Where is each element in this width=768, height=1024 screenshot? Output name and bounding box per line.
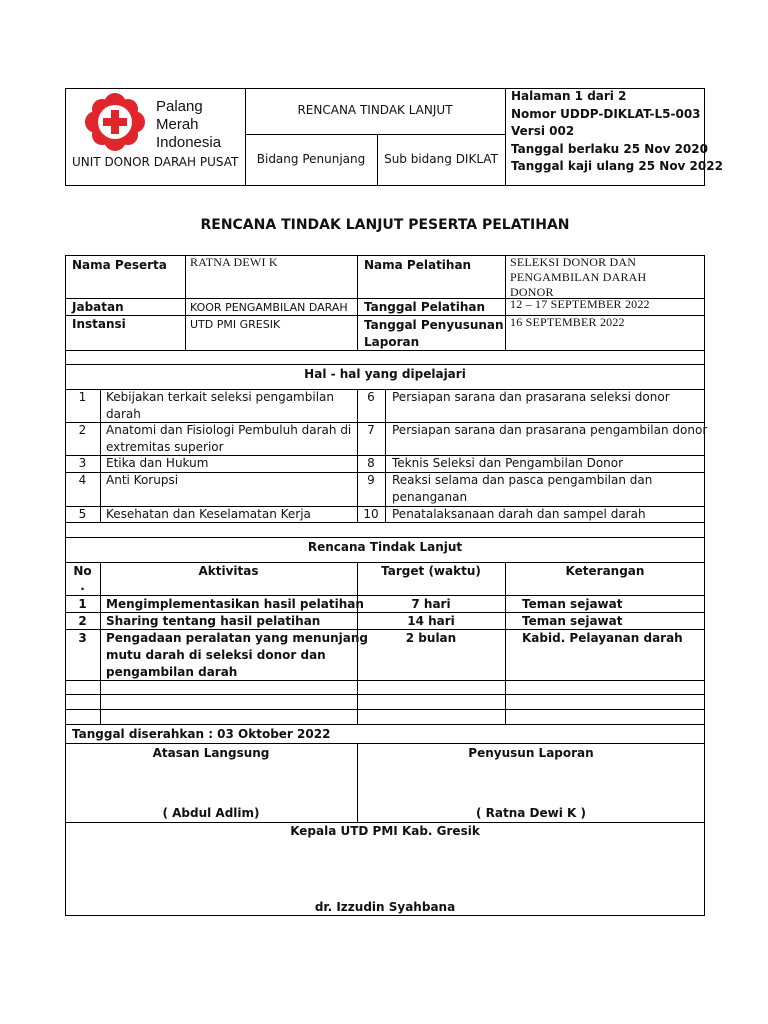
learned-item: Penatalaksanaan darah dan sampel darah (392, 507, 646, 521)
tanggal-penyusunan-value: 16 SEPTEMBER 2022 (510, 315, 625, 329)
plan-row-no: 1 (78, 597, 87, 611)
learned-no: 4 (78, 473, 87, 487)
plan-row-target: 14 hari (407, 614, 455, 628)
plan-col-no (65, 564, 100, 594)
meta-line: Versi 002 (511, 124, 575, 139)
jabatan-value: KOOR PENGAMBILAN DARAH (190, 301, 348, 314)
learned-no: 1 (78, 390, 87, 404)
instansi-label: Instansi (72, 317, 126, 331)
text-line: Reaksi selama dan pasca pengambilan dan (392, 473, 653, 487)
text-line: extremitas superior (106, 439, 224, 454)
logo-text-line: Indonesia (156, 134, 222, 151)
tanggal-pelatihan-label: Tanggal Pelatihan (364, 300, 486, 314)
text-line: PENGAMBILAN DARAH (510, 270, 647, 284)
learned-heading: Hal - hal yang dipelajari (304, 367, 466, 381)
plan-row-no: 3 (78, 631, 87, 645)
meta-line: Halaman 1 dari 2 (511, 89, 627, 103)
text-line: Tanggal Penyusunan (364, 318, 504, 332)
meta-line: Tanggal berlaku 25 Nov 2020 (511, 141, 708, 156)
text-line: penanganan (392, 489, 468, 504)
plan-row-target: 7 hari (411, 597, 451, 611)
plan-row-no: 2 (78, 614, 87, 628)
plan-col-keterangan: Keterangan (565, 564, 645, 578)
learned-no: 10 (363, 507, 379, 521)
plan-col-aktivitas: Aktivitas (198, 564, 259, 578)
plan-row-aktivitas: Sharing tentang hasil pelatihan (106, 614, 321, 628)
text-line: Kebijakan terkait seleksi pengambilan (106, 390, 334, 404)
logo-text-line: Palang (156, 98, 203, 115)
learned-no: 7 (367, 423, 375, 437)
learned-item (106, 389, 334, 422)
text-line: Pengadaan peralatan yang menunjang (106, 631, 369, 645)
nama-pelatihan-value (510, 255, 646, 300)
text-line: SELEKSI DONOR DAN (510, 255, 637, 269)
red-cross-icon (84, 92, 146, 152)
atasan-name: ( Abdul Adlim) (162, 806, 260, 820)
learned-item: Persiapan sarana dan prasarana seleksi donor (392, 390, 670, 404)
learned-item (392, 472, 652, 505)
plan-row-target: 2 bulan (405, 631, 457, 645)
learned-item: Persiapan sarana dan prasarana pengambilan donor (392, 423, 708, 437)
nama-pelatihan-label: Nama Pelatihan (364, 258, 472, 272)
plan-row-keterangan: Kabid. Pelayanan darah (522, 631, 683, 645)
document-meta (511, 88, 723, 176)
learned-no: 5 (78, 507, 87, 521)
meta-line: Tanggal kaji ulang 25 Nov 2022 (511, 159, 723, 174)
plan-heading: Rencana Tindak Lanjut (307, 540, 463, 554)
learned-no: 6 (367, 390, 375, 404)
tanggal-pelatihan-value: 12 – 17 SEPTEMBER 2022 (510, 297, 650, 311)
jabatan-label: Jabatan (72, 300, 124, 314)
doc-title: RENCANA TINDAK LANJUT (297, 103, 453, 117)
plan-row-keterangan: Teman sejawat (522, 597, 623, 611)
text-line: mutu darah di seleksi donor dan (106, 648, 326, 662)
atasan-label: Atasan Langsung (152, 746, 270, 760)
tanggal-penyusunan-label (364, 317, 504, 351)
kepala-label: Kepala UTD PMI Kab. Gresik (290, 824, 480, 838)
plan-row-aktivitas: Mengimplementasikan hasil pelatihan (106, 597, 364, 611)
text-line: darah (106, 406, 141, 421)
learned-item (106, 422, 351, 455)
nama-peserta-label: Nama Peserta (72, 258, 167, 272)
plan-row-keterangan: Teman sejawat (522, 614, 623, 628)
text-line: DONOR (510, 285, 554, 299)
tanggal-diserahkan: Tanggal diserahkan : 03 Oktober 2022 (72, 727, 331, 741)
pmi-logo (84, 92, 244, 152)
text-line: Laporan (364, 335, 420, 349)
plan-col-target: Target (waktu) (381, 564, 481, 578)
meta-line: Nomor UDDP-DIKLAT-L5-003 (511, 106, 701, 121)
penyusun-label: Penyusun Laporan (468, 746, 594, 760)
logo-text-line: Merah (156, 116, 199, 133)
learned-item: Anti Korupsi (106, 473, 179, 487)
learned-item: Kesehatan dan Keselamatan Kerja (106, 507, 311, 521)
instansi-value: UTD PMI GRESIK (190, 318, 281, 331)
kepala-name: dr. Izzudin Syahbana (314, 900, 456, 914)
learned-item: Etika dan Hukum (106, 456, 209, 470)
plan-row-aktivitas (106, 630, 368, 681)
text-line: . (80, 579, 85, 593)
text-line: pengambilan darah (106, 665, 238, 679)
bidang-label: Bidang Penunjang (256, 152, 366, 166)
sub-bidang-label: Sub bidang DIKLAT (384, 152, 498, 166)
text-line: No (73, 564, 92, 578)
nama-peserta-value: RATNA DEWI K (190, 255, 278, 269)
page-title: RENCANA TINDAK LANJUT PESERTA PELATIHAN (200, 217, 570, 233)
penyusun-name: ( Ratna Dewi K ) (476, 806, 586, 820)
learned-item: Teknis Seleksi dan Pengambilan Donor (392, 456, 624, 470)
learned-no: 8 (367, 456, 375, 470)
unit-name: UNIT DONOR DARAH PUSAT (72, 155, 239, 169)
learned-no: 9 (367, 473, 375, 487)
text-line: Anatomi dan Fisiologi Pembuluh darah di (106, 423, 352, 437)
learned-no: 2 (78, 423, 87, 437)
learned-no: 3 (78, 456, 87, 470)
